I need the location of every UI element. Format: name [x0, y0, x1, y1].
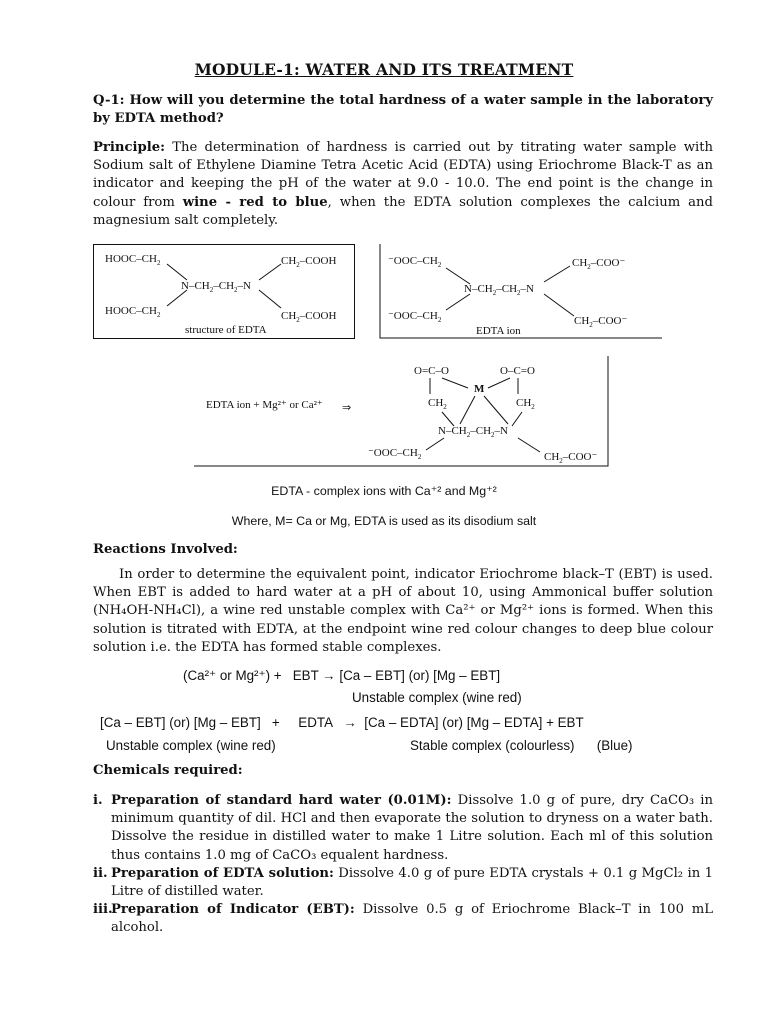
figure-caption-2: Where, M= Ca or Mg, EDTA is used as its disodium salt — [231, 514, 537, 528]
equation-2-label-right: Stable complex (colourless) (Blue) — [410, 738, 633, 753]
svg-text:CH2–COO⁻: $CH_2-COO^-$ — [572, 257, 626, 271]
edta-ion-figure — [376, 244, 666, 340]
edta-ion-caption: EDTA ion — [476, 325, 521, 337]
svg-text:CH2–COO⁻: $CH_2-COO^-$ — [544, 451, 598, 465]
edta-structure-figure — [93, 244, 356, 340]
svg-text:CH2–COOH: $CH_2$–COOH — [281, 310, 337, 324]
equation-2-label-left: Unstable complex (wine red) — [106, 738, 276, 753]
principle-text-1: The determination of hardness is carried out by titrating water sample with Sodium salt of Ethylene Diamine Tetra Acetic Acid (EDTA) using Eriochrome Black-T as an indicator and keeping the pH of the water at 9.0 - 10.0. The end point is the change in colour from — [93, 140, 713, 210]
svg-text:HOOC–CH2: HOOC–$CH_2$ — [105, 305, 161, 319]
svg-text:N–CH2–CH2–N: $N-CH_2-CH_2-N$ — [181, 280, 251, 294]
equation-1: (Ca²⁺ or Mg²⁺) + EBT → [Ca – EBT] (or) [Mg – EBT] — [183, 668, 501, 683]
list-item-number: i. — [93, 793, 103, 808]
svg-text:CH2: $CH_2$ — [428, 397, 447, 411]
svg-text:⁻OOC–CH2: $^-OOC-CH_2$ — [368, 447, 422, 461]
list-item-label: Preparation of Indicator (EBT): — [111, 902, 355, 918]
edta-complex-figure — [192, 356, 612, 468]
figure-caption-1: EDTA - complex ions with Ca⁺² and Mg⁺² — [271, 484, 497, 498]
equation-2: [Ca – EBT] (or) [Mg – EBT] + EDTA → [Ca – EDTA] (or) [Mg – EDTA] + EBT — [100, 715, 584, 730]
list-item-number: iii. — [93, 902, 113, 918]
svg-text:CH2–COO⁻: $CH_2-COO^-$ — [574, 315, 628, 329]
list-item — [93, 901, 713, 937]
list-item-number: ii. — [93, 865, 108, 881]
svg-text:O–C=O: O–C=O — [500, 365, 535, 377]
svg-text:CH2–COOH: $CH_2$–COOH — [281, 255, 337, 269]
principle-text-2: , when the EDTA solution complexes the calcium and magnesium salt completely. — [93, 194, 713, 228]
list-item-text: Dissolve 1.0 g of pure, dry CaCO₃ in minimum quantity of dil. HCl and then evaporate the solution to dryness on a water bath. Dissolve the residue in distilled water to make 1 Litre solution. Each ml of this solution thus contains 1.0 mg of CaCO₃ equalent hardness. — [111, 793, 713, 863]
reactions-heading: Reactions Involved: — [93, 542, 238, 557]
list-item — [93, 865, 713, 901]
page-title: MODULE-1: WATER AND ITS TREATMENT — [194, 60, 574, 79]
svg-text:⁻OOC–CH2: $^-OOC-CH_2$ — [388, 310, 442, 324]
complex-reactant: EDTA ion + Mg²⁺ or Ca²⁺ — [206, 399, 323, 411]
principle-label: Principle: — [93, 140, 165, 155]
list-item-text: Dissolve 4.0 g of pure EDTA crystals + 0.1 g MgCl₂ in 1 Litre of distilled water. — [111, 865, 713, 900]
svg-text:⁻OOC–CH2: $^-OOC-CH_2$ — [388, 255, 442, 269]
svg-text:HOOC–CH2: HOOC–$CH_2$ — [105, 253, 161, 267]
list-item-label: Preparation of EDTA solution: — [111, 865, 334, 881]
svg-text:CH2: $CH_2$ — [516, 397, 535, 411]
principle-bold: wine - red to blue — [182, 194, 328, 210]
principle-paragraph — [93, 139, 713, 230]
edta-structure-caption: structure of EDTA — [185, 324, 267, 336]
svg-text:O=C–O: O=C–O — [414, 365, 449, 377]
svg-text:N–CH2–CH2–N: $N-CH_2-CH_2-N$ — [438, 425, 508, 439]
list-item — [93, 792, 713, 865]
list-item-text: Dissolve 0.5 g of Eriochrome Black–T in 100 mL alcohol. — [111, 902, 714, 936]
chemicals-list — [93, 792, 713, 938]
list-item-label: Preparation of standard hard water (0.01M): — [111, 793, 452, 808]
svg-text:M: M — [474, 383, 485, 395]
svg-text:N–CH2–CH2–N: $N-CH_2-CH_2-N$ — [464, 283, 534, 297]
question-text: Q-1: How will you determine the total hardness of a water sample in the laboratory by EDTA method? — [93, 93, 713, 127]
equation-1-label: Unstable complex (wine red) — [352, 690, 522, 705]
arrow-icon: ⇒ — [342, 402, 352, 414]
reactions-paragraph: In order to determine the equivalent point, indicator Eriochrome black–T (EBT) is used. When EBT is added to hard water at a pH of about 10, using Ammonical buffer solution (NH₄OH-NH₄Cl), a wine red unstable complex with Ca²⁺ or Mg²⁺ ions is formed. When this solution is titrated with EDTA, at the endpoint wine red colour changes to deep blue colour solution i.e. the EDTA has formed stable complexes. — [93, 567, 713, 655]
chemicals-heading: Chemicals required: — [93, 763, 243, 778]
